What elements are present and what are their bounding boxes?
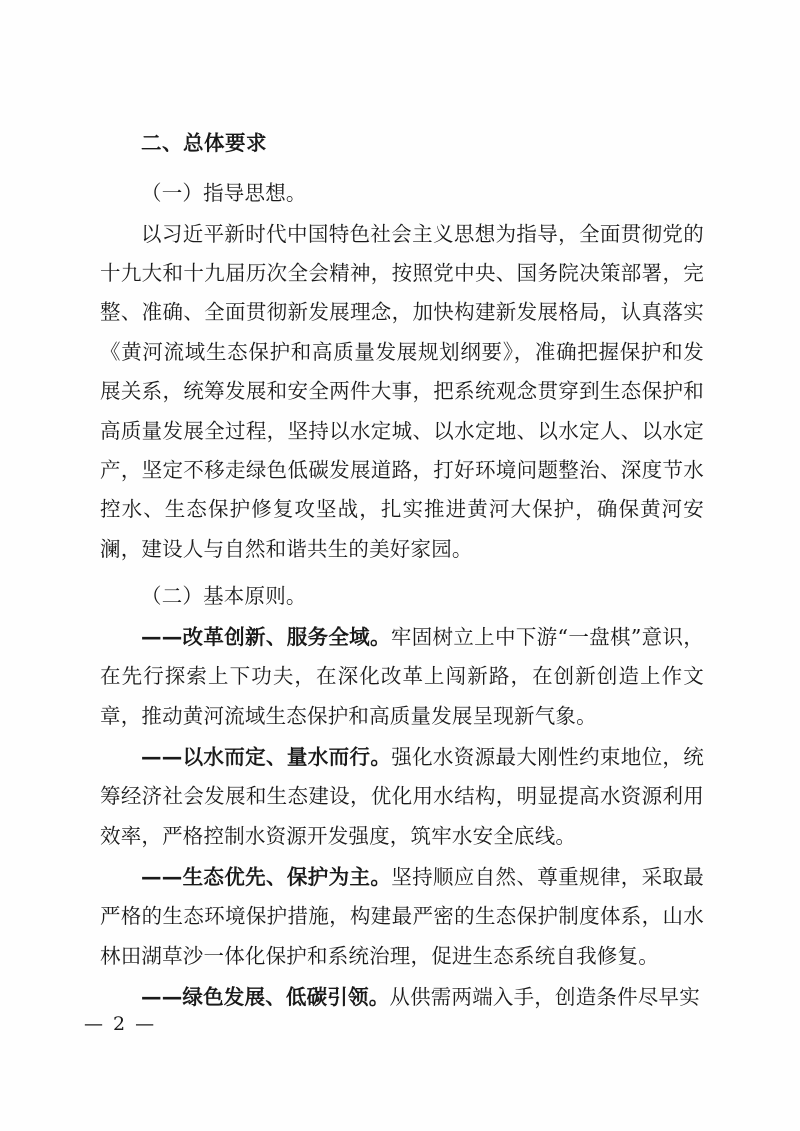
- section-heading: 二、总体要求: [141, 131, 267, 155]
- subsection-heading-guiding-thought: （一）指导思想。: [141, 180, 307, 205]
- subsection-heading-basic-principles: （二）基本原则。: [141, 583, 307, 608]
- principle-water-determined: [100, 738, 704, 856]
- principle-green-development: [100, 978, 704, 1017]
- principle-ecology-first-lead: ——生态优先、保护为主。: [141, 865, 392, 890]
- principle-reform-innovation: [100, 618, 704, 736]
- principle-reform-innovation-text: 牢固树立上中下游“一盘棋”意识，在先行探索上下功夫，在深化改革上闯新路，在创新创造上作文章，推动黄河流域生态保护和高质量发展呈现新气象。: [100, 624, 704, 728]
- principle-green-development-text: 从供需两端入手，创造条件尽早实: [389, 985, 700, 1010]
- principle-green-development-lead: ——绿色发展、低碳引领。: [141, 985, 390, 1010]
- principle-water-determined-text: 强化水资源最大刚性约束地位，统筹经济社会发展和生态建设，优化用水结构，明显提高水资源利用效率，严格控制水资源开发强度，筑牢水安全底线。: [100, 744, 704, 848]
- paragraph-guiding-thought: 以习近平新时代中国特色社会主义思想为指导，全面贯彻党的十九大和十九届历次全会精神，按照党中央、国务院决策部署，完整、准确、全面贯彻新发展理念，加快构建新发展格局，认真落实《黄河流域生态保护和高质量发展规划纲要》，准确把握保护和发展关系，统筹发展和安全两件大事，把系统观念贯穿到生态保护和高质量发展全过程，坚持以水定城、以水定地、以水定人、以水定产，坚定不移走绿色低碳发展道路，打好环境问题整治、深度节水控水、生态保护修复攻坚战，扎实推进黄河大保护，确保黄河安澜，建设人与自然和谐共生的美好家园。: [100, 221, 704, 561]
- principle-ecology-first: [100, 858, 704, 976]
- document-body: [100, 128, 704, 1017]
- principle-water-determined-lead: ——以水而定、量水而行。: [141, 744, 392, 769]
- principle-ecology-first-text: 坚持顺应自然、尊重规律，采取最严格的生态环境保护措施，构建最严密的生态保护制度体系，山水林田湖草沙一体化保护和系统治理，促进生态系统自我修复。: [100, 865, 704, 968]
- page-number: — 2 —: [84, 1013, 157, 1035]
- principle-reform-innovation-lead: ——改革创新、服务全域。: [141, 624, 391, 649]
